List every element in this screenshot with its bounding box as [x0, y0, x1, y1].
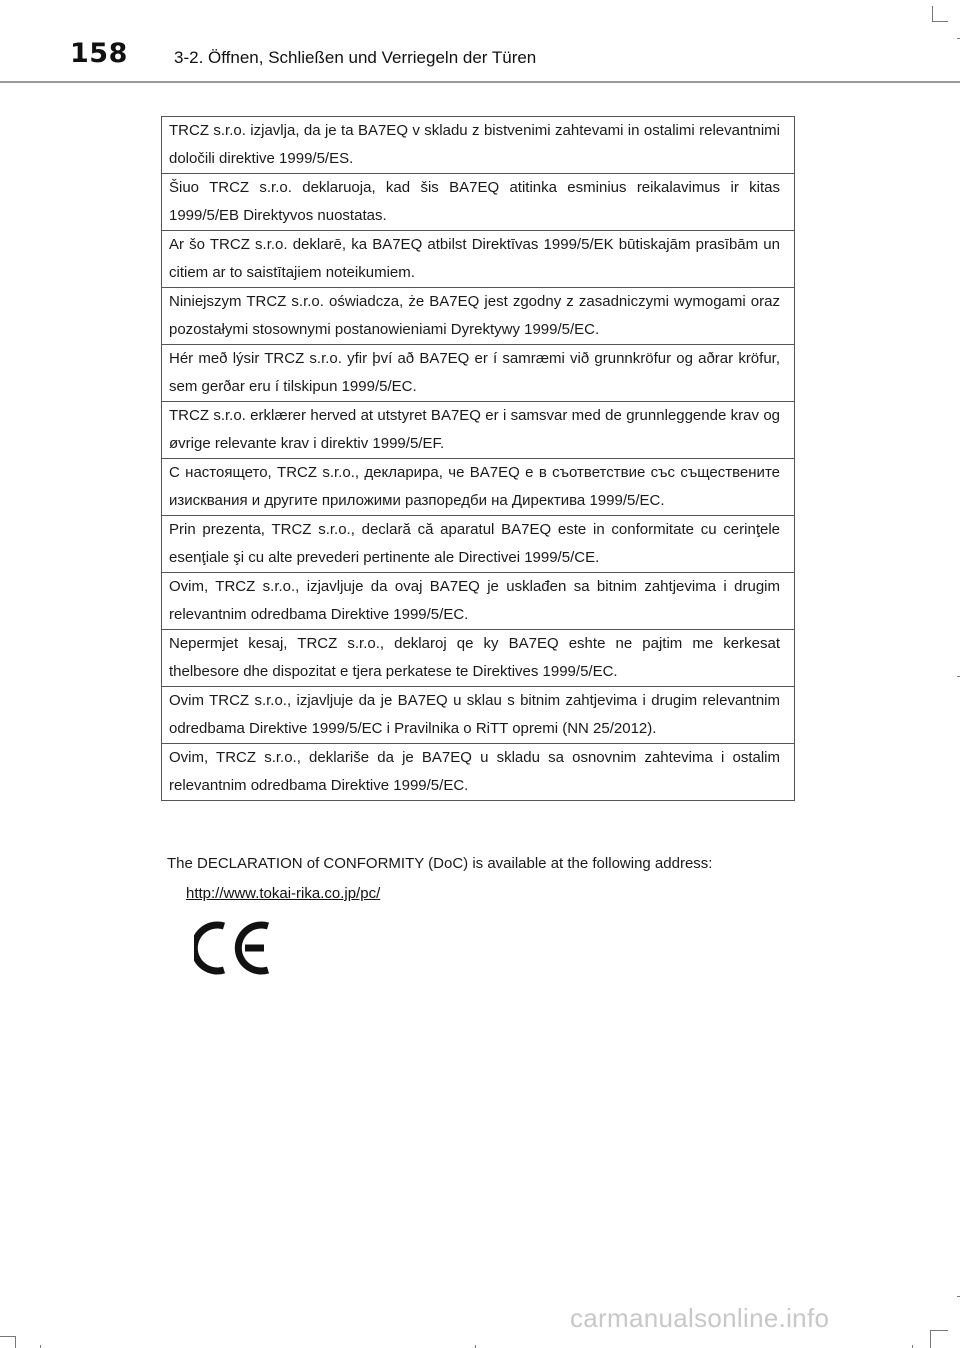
- crop-mark: [0, 1336, 16, 1337]
- declaration-serbian: Ovim, TRCZ s.r.o., deklariše da je BA7EQ u skladu sa osnovnim zahtevima i ostalim relevantnim odredbama Direktive 1999/5/EC.: [162, 744, 795, 801]
- declaration-bulgarian: С настоящето, TRCZ s.r.o., декларира, че BA7EQ е в съответствие със съществените изисквания и другите приложими разпоредби на Директива 1999/5/EC.: [162, 459, 795, 516]
- table-row: [162, 744, 795, 801]
- crop-mark: [932, 6, 933, 22]
- ce-mark-icon: [194, 920, 274, 976]
- table-row: [162, 687, 795, 744]
- crop-mark: [932, 21, 948, 22]
- declaration-albanian: Nepermjet kesaj, TRCZ s.r.o., deklaroj qe ky BA7EQ eshte ne pajtim me kerkesat thelbesore dhe dispozitat e tjera perkatese te Direktives 1999/5/EC.: [162, 630, 795, 687]
- doc-address-link[interactable]: [186, 885, 380, 902]
- site-watermark: carmanualsonline.info: [570, 1303, 830, 1333]
- header-rule: [0, 81, 960, 83]
- table-row: [162, 573, 795, 630]
- declaration-polish: Niniejszym TRCZ s.r.o. oświadcza, że BA7EQ jest zgodny z zasadniczymi wymogami oraz pozostałymi stosownymi postanowieniami Dyrektywy 1999/5/EC.: [162, 288, 795, 345]
- table-row: [162, 117, 795, 174]
- crop-mark: [15, 1336, 16, 1348]
- ce-mark-c: [194, 925, 224, 971]
- doc-address-suffix: /: [376, 885, 381, 902]
- declaration-norwegian: TRCZ s.r.o. erklærer herved at utstyret BA7EQ er i samsvar med de grunnleggende krav og øvrige relevante krav i direktiv 1999/5/EF.: [162, 402, 795, 459]
- page-number: 158: [70, 38, 128, 69]
- crop-mark: [930, 1330, 931, 1348]
- crop-mark: [930, 1330, 948, 1331]
- table-row: [162, 516, 795, 573]
- section-title: 3-2. Öffnen, Schließen und Verriegeln der Türen: [174, 48, 537, 67]
- table-row: [162, 174, 795, 231]
- declaration-lithuanian: Šiuo TRCZ s.r.o. deklaruoja, kad šis BA7EQ atitinka esminius reikalavimus ir kitas 1999/5/EB Direktyvos nuostatas.: [162, 174, 795, 231]
- availability-text: The DECLARATION of CONFORMITY (DoC) is available at the following address:: [167, 855, 713, 872]
- table-row: [162, 630, 795, 687]
- declaration-icelandic: Hér með lýsir TRCZ s.r.o. yfir því að BA7EQ er í samræmi við grunnkröfur og aðrar kröfur, sem gerðar eru í tilskipun 1999/5/EC.: [162, 345, 795, 402]
- declaration-romanian: Prin prezenta, TRCZ s.r.o., declară că aparatul BA7EQ este in conformitate cu cerinţele esenţiale şi cu alte prevederi pertinente ale Directivei 1999/5/CE.: [162, 516, 795, 573]
- table-row: [162, 345, 795, 402]
- doc-address-url[interactable]: http://www.tokai-rika.co.jp/pc: [186, 885, 377, 902]
- declaration-latvian: Ar šo TRCZ s.r.o. deklarē, ka BA7EQ atbilst Direktīvas 1999/5/EK būtiskajām prasībām un citiem ar to saistītajiem noteikumiem.: [162, 231, 795, 288]
- declaration-table: [161, 116, 795, 801]
- table-row: [162, 459, 795, 516]
- declaration-slovenian: TRCZ s.r.o. izjavlja, da je ta BA7EQ v skladu z bistvenimi zahtevami in ostalimi relevantnimi določili direktive 1999/5/ES.: [162, 117, 795, 174]
- declaration-croatian: Ovim TRCZ s.r.o., izjavljuje da je BA7EQ u sklau s bitnim zahtjevima i drugim relevantnim odredbama Direktive 1999/5/EC i Pravilnika o RiTT opremi (NN 25/2012).: [162, 687, 795, 744]
- table-row: [162, 231, 795, 288]
- ce-mark-e: [238, 925, 268, 971]
- declaration-bosnian: Ovim, TRCZ s.r.o., izjavljuje da ovaj BA7EQ je usklađen sa bitnim zahtjevima i drugim relevantnim odredbama Direktive 1999/5/EC.: [162, 573, 795, 630]
- table-row: [162, 402, 795, 459]
- table-row: [162, 288, 795, 345]
